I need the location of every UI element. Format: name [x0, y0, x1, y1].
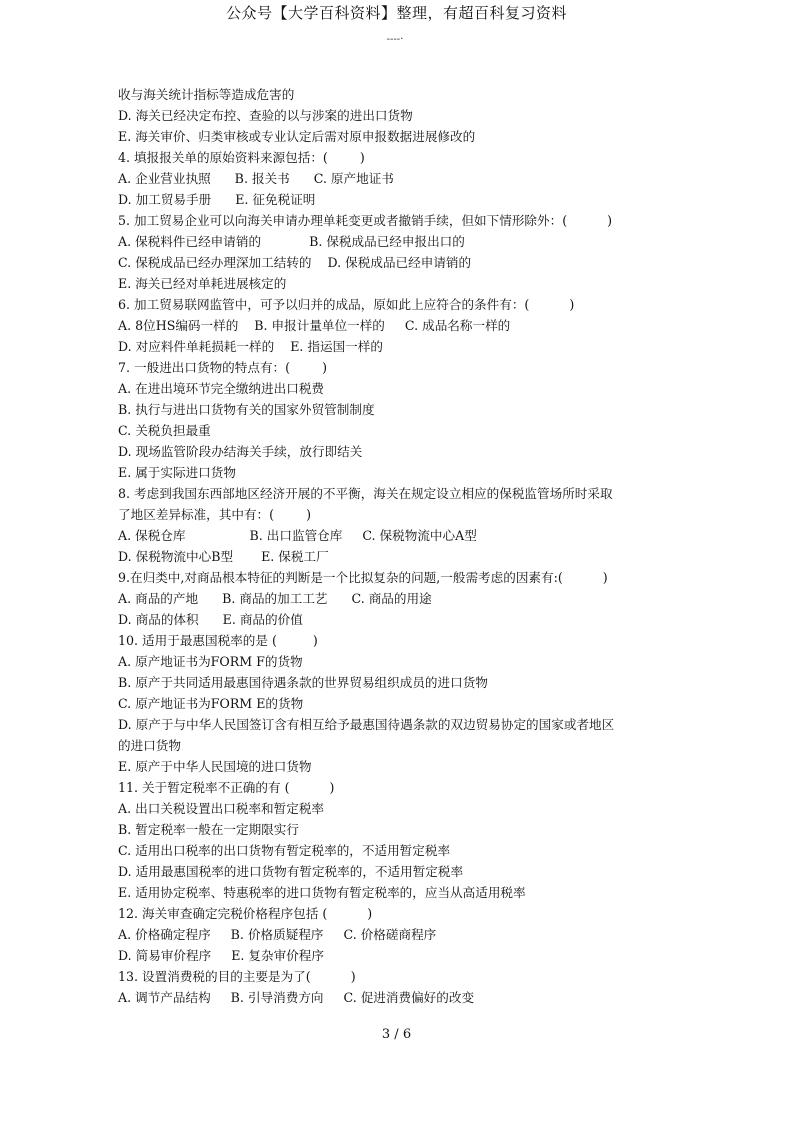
text-line: D. 简易审价程序 E. 复杂审价程序: [118, 948, 324, 963]
text-line: E. 原产于中华人民国境的进口货物: [118, 759, 312, 774]
text-line: D. 原产于与中华人民国签订含有相互给予最惠国待遇条款的双边贸易协定的国家或者地区: [118, 717, 615, 732]
text-line: 的进口货物: [118, 738, 181, 753]
text-line: B. 暂定税率一般在一定期限实行: [118, 822, 299, 837]
text-line: 10. 适用于最惠国税率的是 ( ): [118, 633, 318, 648]
text-line: E. 海关审价、归类审核或专业认定后需对原申报数据进展修改的: [118, 129, 476, 144]
text-line: 4. 填报报关单的原始资料来源包括：( ): [118, 150, 365, 165]
document-body: [118, 84, 684, 1008]
text-line: A. 价格确定程序 B. 价格质疑程序 C. 价格磋商程序: [118, 927, 437, 942]
text-line: D. 对应料件单耗损耗一样的 E. 指运国一样的: [118, 339, 383, 354]
text-line: D. 保税物流中心B型 E. 保税工厂: [118, 549, 329, 564]
header-rule: ----·: [386, 34, 404, 45]
text-line: C. 适用出口税率的出口货物有暂定税率的，不适用暂定税率: [118, 843, 451, 858]
text-line: A. 保税料件已经申请销的 B. 保税成品已经申报出口的: [118, 234, 465, 249]
text-line: A. 原产地证书为FORM F的货物: [118, 654, 303, 669]
text-line: 8. 考虑到我国东西部地区经济开展的不平衡，海关在规定设立相应的保税监管场所时采取: [118, 486, 613, 501]
text-line: E. 适用协定税率、特惠税率的进口货物有暂定税率的，应当从高适用税率: [118, 885, 526, 900]
text-line: A. 保税仓库 B. 出口监管仓库 C. 保税物流中心A型: [118, 528, 477, 543]
text-line: 7. 一般进出口货物的特点有：( ): [118, 360, 327, 375]
page-number: 3 / 6: [381, 1027, 412, 1042]
text-line: 5. 加工贸易企业可以向海关申请办理单耗变更或者撤销手续，但如下情形除外：( ): [118, 213, 613, 228]
text-line: D. 现场监管阶段办结海关手续，放行即结关: [118, 444, 363, 459]
text-line: D. 海关已经决定布控、查验的以与涉案的进出口货物: [118, 108, 413, 123]
text-line: B. 原产于共同适用最惠国待遇条款的世界贸易组织成员的进口货物: [118, 675, 488, 690]
text-line: C. 保税成品已经办理深加工结转的 D. 保税成品已经申请销的: [118, 255, 472, 270]
text-line: D. 加工贸易手册 E. 征免税证明: [118, 192, 316, 207]
text-line: E. 属于实际进口货物: [118, 465, 236, 480]
text-line: B. 执行与进出口货物有关的国家外贸管制制度: [118, 402, 375, 417]
page-header: 公众号【大学百科资料】整理，有超百科复习资料: [225, 4, 567, 22]
text-line: A. 8位HS编码一样的 B. 申报计量单位一样的 C. 成品名称一样的: [118, 318, 511, 333]
text-line: E. 海关已经对单耗进展核定的: [118, 276, 287, 291]
text-line: 了地区差异标准，其中有：( ): [118, 507, 311, 522]
text-line: 11. 关于暂定税率不正确的有 ( ): [118, 780, 335, 795]
text-line: A. 企业营业执照 B. 报关书 C. 原产地证书: [118, 171, 394, 186]
text-line: 9.在归类中,对商品根本特征的判断是一个比拟复杂的问题,一般需考虑的因素有:( ): [118, 570, 608, 585]
text-line: A. 出口关税设置出口税率和暂定税率: [118, 801, 325, 816]
text-line: A. 调节产品结构 B. 引导消费方向 C. 促进消费偏好的改变: [118, 990, 475, 1005]
text-line: C. 关税负担最重: [118, 423, 211, 438]
text-line: C. 原产地证书为FORM E的货物: [118, 696, 304, 711]
text-line: A. 商品的产地 B. 商品的加工工艺 C. 商品的用途: [118, 591, 432, 606]
text-line: 13. 设置消费税的目的主要是为了( ): [118, 969, 356, 984]
text-line: 6. 加工贸易联网监管中，可予以归并的成品，原如此上应符合的条件有：( ): [118, 297, 575, 312]
text-line: 收与海关统计指标等造成危害的: [118, 87, 295, 102]
text-line: A. 在进出境环节完全缴纳进出口税费: [118, 381, 325, 396]
text-line: D. 商品的体积 E. 商品的价值: [118, 612, 303, 627]
text-line: 12. 海关审查确定完税价格程序包括 ( ): [118, 906, 373, 921]
text-line: D. 适用最惠国税率的进口货物有暂定税率的，不适用暂定税率: [118, 864, 464, 879]
